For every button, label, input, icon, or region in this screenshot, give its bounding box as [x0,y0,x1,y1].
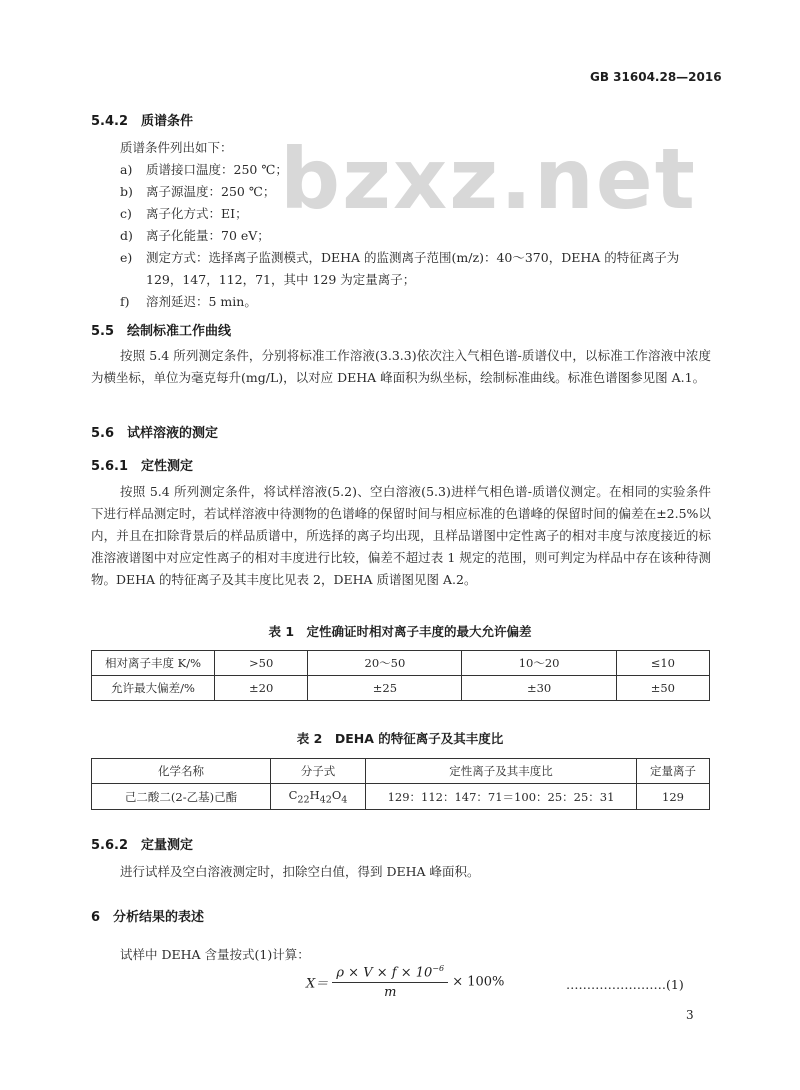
table-cell: ±50 [616,676,709,701]
table-header-cell: 定量离子 [637,759,710,784]
table-1 [91,650,710,701]
table-row [92,759,710,784]
section-heading-6: 6 分析结果的表述 [91,910,205,925]
formula-1: X＝ $\frac{\rho \times V \times f \times 10^{-6}}{m}$ × 100% [306,964,505,1001]
table-cell: 20～50 [308,651,462,676]
list-item: 129，147，112，71，其中 129 为定量离子； [146,272,416,287]
section-heading-5-4-2: 5.4.2 质谱条件 [91,114,194,129]
table-cell: 己二酸二(2-乙基)己酯 [92,784,271,810]
section-heading-5-6-2: 5.6.2 定量测定 [91,838,194,853]
table-cell: 129：112：147：71＝100：25：25：31 [366,784,637,810]
table-cell: 10～20 [462,651,616,676]
section-heading-5-6-1: 5.6.1 定性测定 [91,459,194,474]
qualitative-paragraph: 按照 5.4 所列测定条件，将试样溶液(5.2)、空白溶液(5.3)进样气相色谱-质谱仪测定。在相同的实验条件下进行样品测定时，若试样溶液中待测物的色谱峰的保留时间与相应标准的色谱峰的保留时间的偏差在±2.5%以内，并且在扣除背景后的样品质谱中，所选择的离子均出现，且样品谱图中定性离子的相对丰度与浓度接近的标准溶液谱图中对应定性离子的相对丰度进行比较，偏差不超过表 1 规定的范围，则可判定为样品中存在该种待测物。DEHA 的特征离子及其丰度比见表 2，DEHA 质谱图见图 A.2。 [91,484,711,587]
quantitative-paragraph: 进行试样及空白溶液测定时，扣除空白值，得到 DEHA 峰面积。 [120,864,480,879]
table-cell: ≤10 [616,651,709,676]
standard-number: GB 31604.28—2016 [590,70,722,84]
calibration-paragraph: 按照 5.4 所列测定条件，分别将标准工作溶液(3.3.3)依次注入气相色谱-质谱仪中，以标准工作溶液中浓度为横坐标，单位为毫克每升(mg/L)，以对应 DEHA 峰面积为纵坐标，绘制标准曲线。标准色谱图参见图 A.1。 [91,348,711,385]
table-header-cell: 定性离子及其丰度比 [366,759,637,784]
list-item: c) 离子化方式：EI； [120,206,248,221]
list-item: f) 溶剂延迟：5 min。 [120,294,257,309]
list-item: a) 质谱接口温度：250 ℃； [120,162,288,177]
section-heading-5-6: 5.6 试样溶液的测定 [91,426,219,441]
mass-spec-intro: 质谱条件列出如下： [120,140,233,155]
table-2 [91,758,710,810]
table-cell: >50 [215,651,308,676]
watermark: bzxz.net [280,130,697,228]
table-cell: 允许最大偏差/% [92,676,215,701]
list-item: e) 测定方式：选择离子监测模式，DEHA 的监测离子范围(m/z)：40～370，DEHA 的特征离子为 [120,250,680,265]
table-header-cell: 化学名称 [92,759,271,784]
table-cell: 129 [637,784,710,810]
section-heading-5-5: 5.5 绘制标准工作曲线 [91,324,232,339]
equation-number: ……………………(1) [566,977,684,992]
formula-fraction: $\frac{\rho \times V \times f \times 10^{-6}}{m}$ [332,964,448,1000]
table-row [92,784,710,810]
table-2-caption: 表 2 DEHA 的特征离子及其丰度比 [296,731,504,746]
table-row [92,676,710,701]
table-cell: 相对离子丰度 K/% [92,651,215,676]
list-item: d) 离子化能量：70 eV； [120,228,270,243]
table-cell: ±20 [215,676,308,701]
molecular-formula: $C_{22}H_{42}O_4$ [271,784,366,810]
table-1-caption: 表 1 定性确证时相对离子丰度的最大允许偏差 [268,624,532,639]
table-header-cell: 分子式 [271,759,366,784]
page-number: 3 [686,1008,694,1022]
table-row [92,651,710,676]
table-cell: ±30 [462,676,616,701]
table-cell: ±25 [308,676,462,701]
list-item: b) 离子源温度：250 ℃； [120,184,276,199]
mass-spec-item-list [120,159,720,313]
formula-intro: 试样中 DEHA 含量按式(1)计算： [120,947,310,962]
